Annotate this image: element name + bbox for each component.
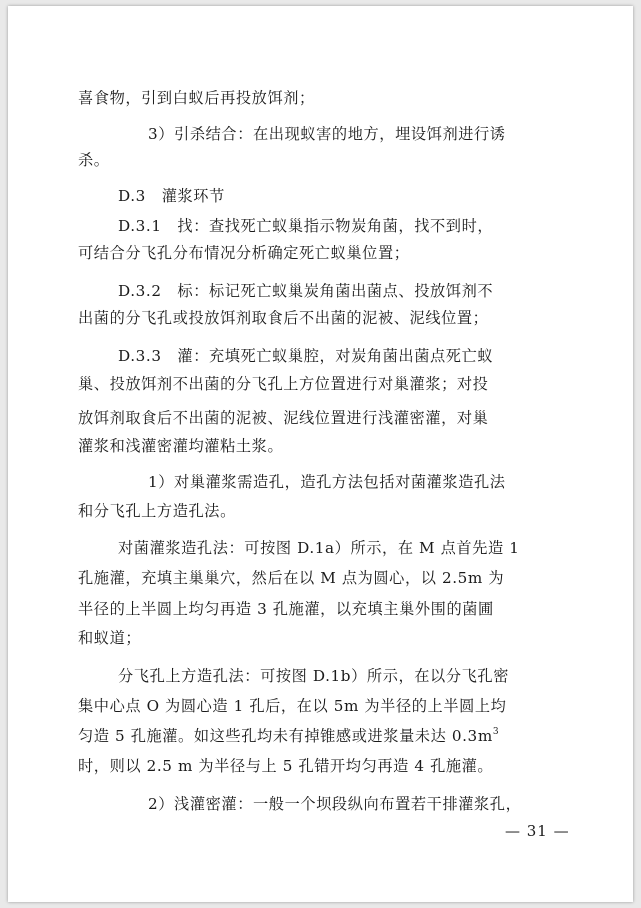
section-heading: D.3 灌浆环节 xyxy=(118,187,225,205)
superscript-exponent: 3 xyxy=(492,727,500,737)
document-page xyxy=(8,6,633,902)
text-line: D.3.2 标：标记死亡蚁巢炭角菌出菌点、投放饵剂不 xyxy=(118,282,494,300)
text-line: 对菌灌浆造孔法：可按图 D.1a）所示，在 M 点首先造 1 xyxy=(118,539,520,557)
text-line: 1）对巢灌浆需造孔，造孔方法包括对菌灌浆造孔法 xyxy=(148,473,506,491)
text-line: 灌浆和浅灌密灌均灌粘土浆。 xyxy=(78,437,284,455)
text-line xyxy=(78,726,499,746)
text-line: 2）浅灌密灌：一般一个坝段纵向布置若干排灌浆孔， xyxy=(148,795,522,813)
text-line: 和蚁道； xyxy=(78,629,142,647)
text-line: 出菌的分飞孔或投放饵剂取食后不出菌的泥被、泥线位置； xyxy=(78,309,489,327)
text-line-content: 匀造 5 孔施灌。如这些孔均未有掉锥感或进浆量未达 0.3m xyxy=(78,727,493,745)
text-line: D.3.3 灌：充填死亡蚁巢腔，对炭角菌出菌点死亡蚁 xyxy=(118,347,494,365)
text-line: 放饵剂取食后不出菌的泥被、泥线位置进行浅灌密灌，对巢 xyxy=(78,409,489,427)
text-line: 可结合分飞孔分布情况分析确定死亡蚁巢位置； xyxy=(78,244,410,262)
text-line: D.3.1 找：查找死亡蚁巢指示物炭角菌，找不到时， xyxy=(118,217,494,235)
text-line: 喜食物，引到白蚁后再投放饵剂； xyxy=(78,89,315,107)
text-line: 半径的上半圆上均匀再造 3 孔施灌，以充填主巢外围的菌圃 xyxy=(78,600,494,618)
text-line: 巢、投放饵剂不出菌的分飞孔上方位置进行对巢灌浆；对投 xyxy=(78,375,489,393)
text-line: 时，则以 2.5 m 为半径与上 5 孔错开均匀再造 4 孔施灌。 xyxy=(78,757,494,775)
text-line: 孔施灌，充填主巢巢穴，然后在以 M 点为圆心，以 2.5m 为 xyxy=(78,569,505,587)
text-line: 杀。 xyxy=(78,151,110,169)
page-number: — 31 — xyxy=(505,822,570,840)
text-line: 和分飞孔上方造孔法。 xyxy=(78,502,236,520)
text-line: 3）引杀结合：在出现蚁害的地方，埋设饵剂进行诱 xyxy=(148,125,506,143)
text-line: 集中心点 O 为圆心造 1 孔后，在以 5m 为半径的上半圆上均 xyxy=(78,697,507,715)
text-line: 分飞孔上方造孔法：可按图 D.1b）所示，在以分飞孔密 xyxy=(118,667,509,685)
